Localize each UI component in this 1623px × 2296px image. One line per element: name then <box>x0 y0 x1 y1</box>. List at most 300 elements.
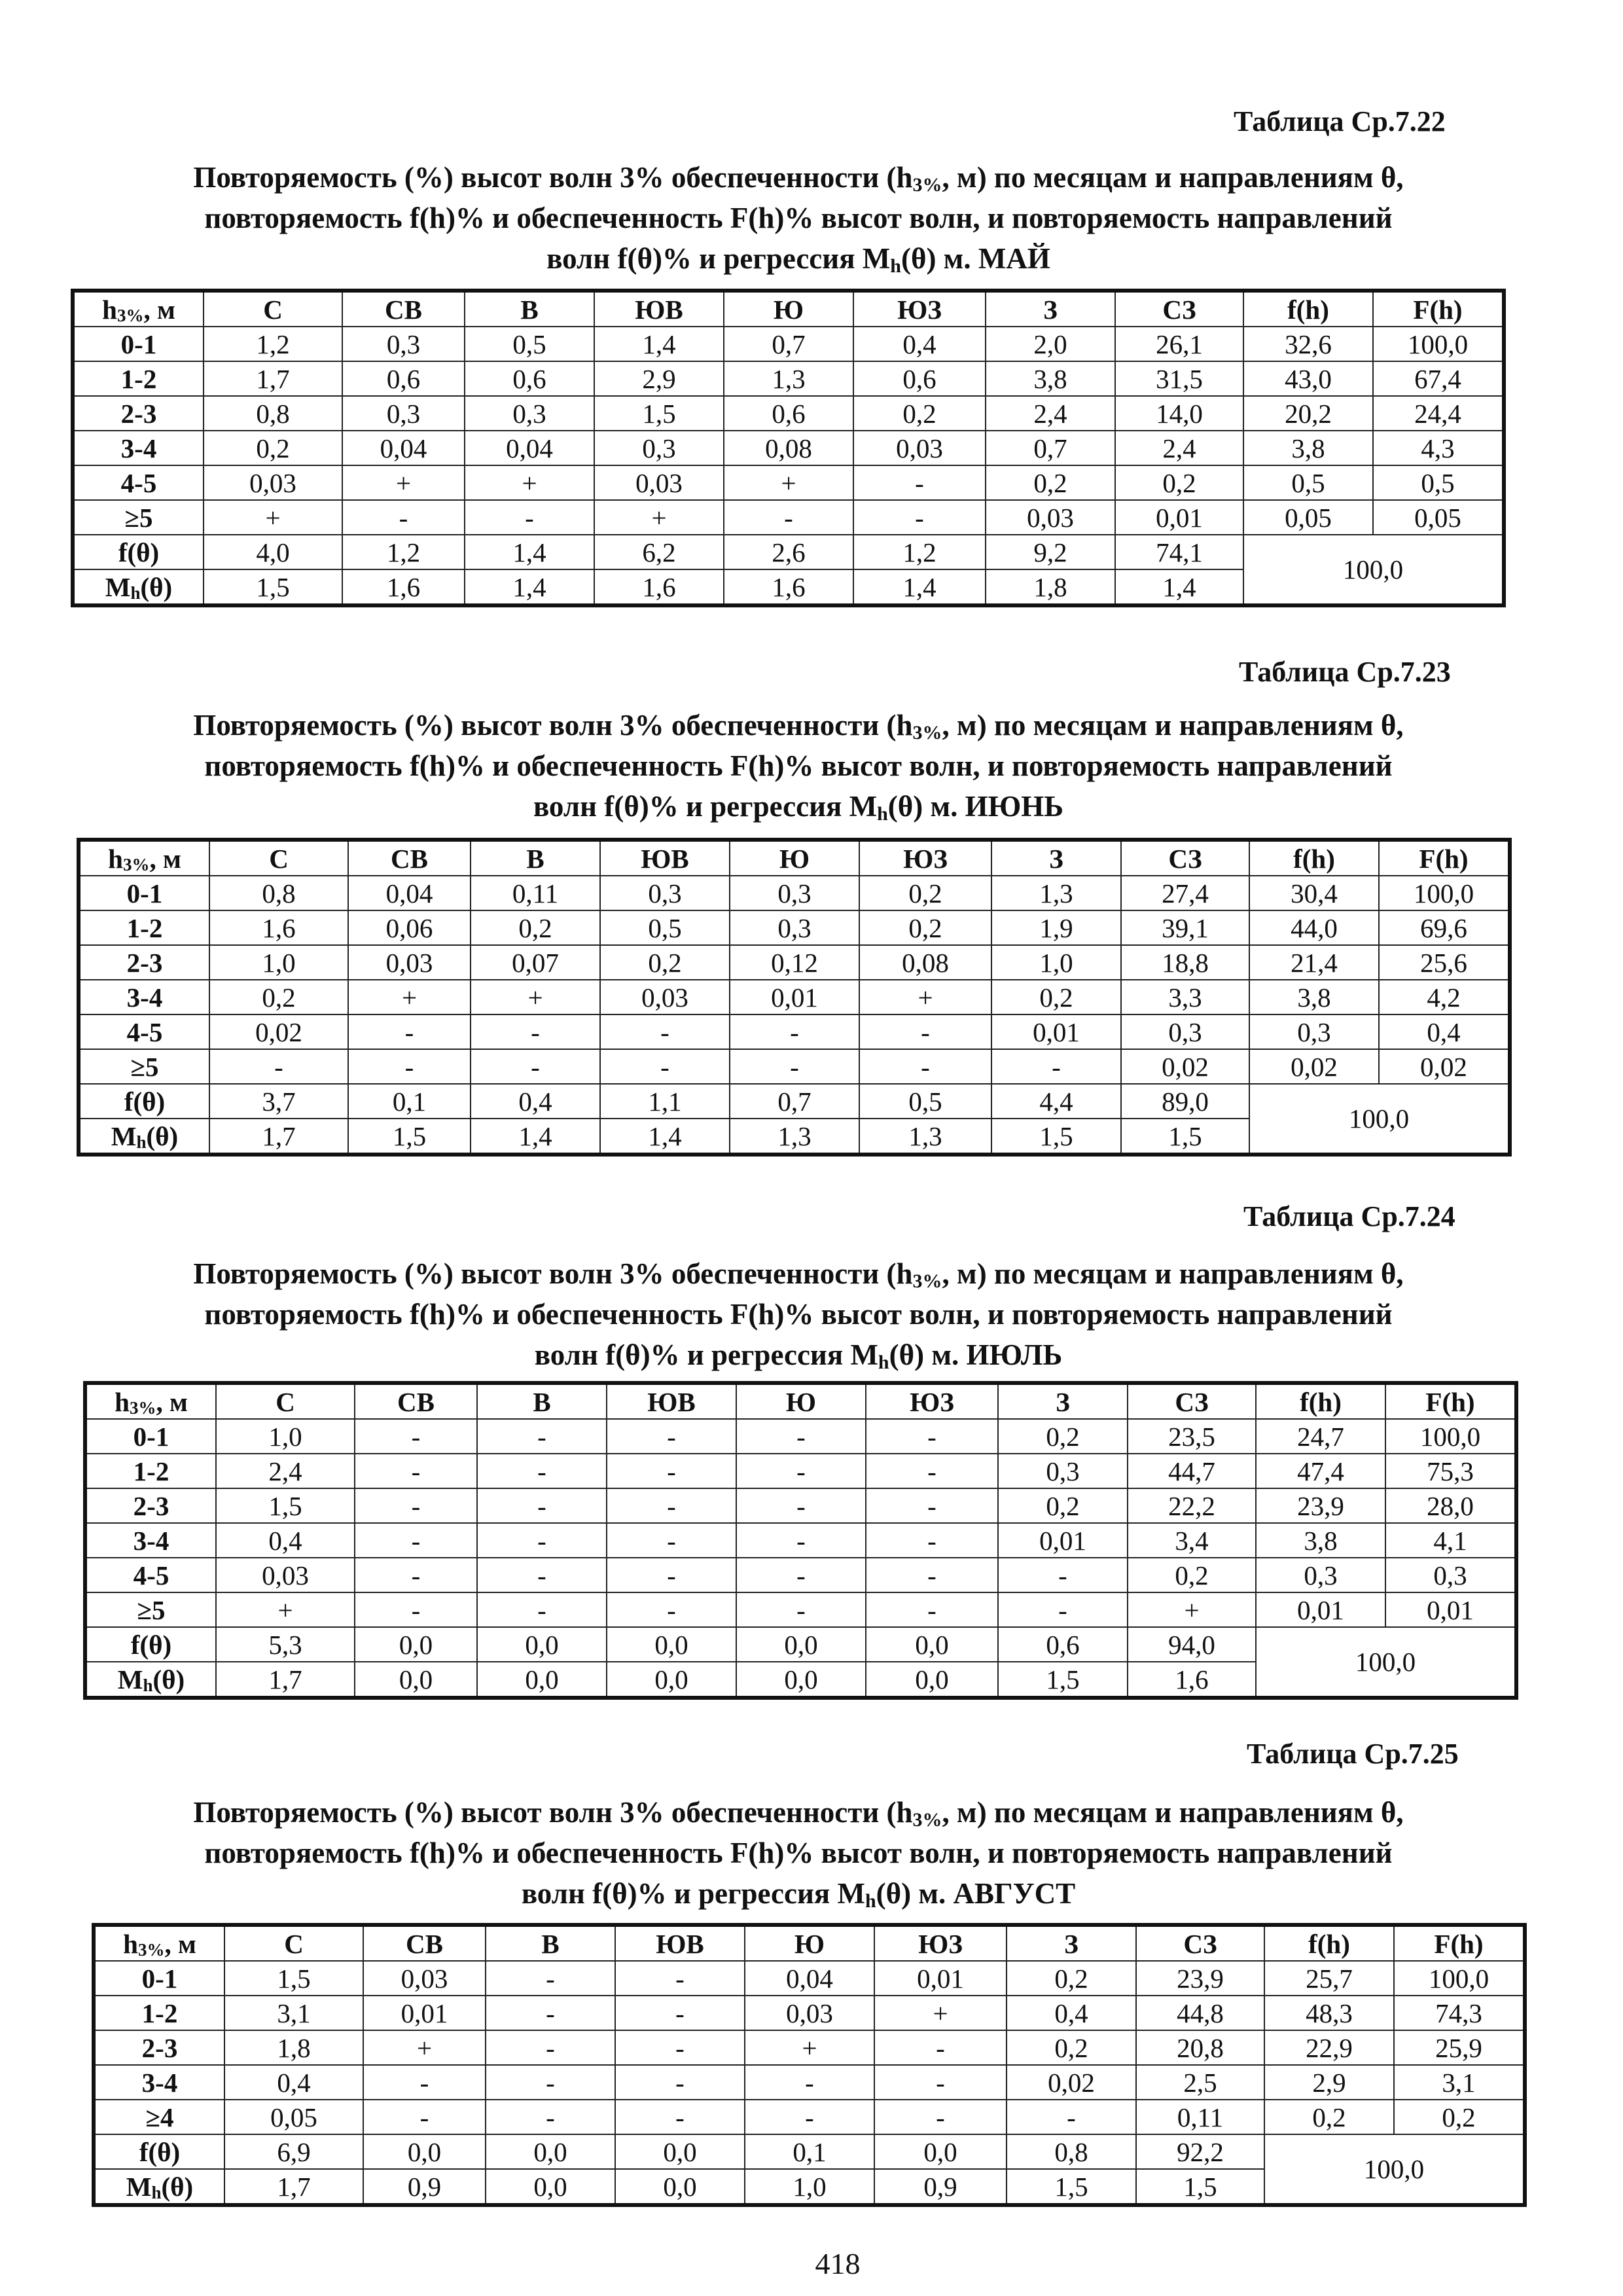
header-row <box>73 291 1504 327</box>
caption-line3: волн f(θ)% и регрессия $M_h(\theta)$ м. ИЮЛЬ <box>534 1338 1063 1373</box>
total-cell: 100,0 <box>1243 535 1504 605</box>
table-cell: 0,4 <box>1007 1996 1136 2030</box>
table-cell: - <box>998 1558 1128 1592</box>
header-direction: В <box>486 1925 615 1961</box>
table-cell: 0,4 <box>216 1523 355 1558</box>
ftheta-cell: 6,2 <box>594 535 724 569</box>
header-direction: С <box>204 291 342 327</box>
fh-cell: 3,8 <box>1256 1523 1385 1558</box>
header-row <box>85 1383 1516 1419</box>
table-cell: 0,6 <box>724 396 853 431</box>
header-fh: f(h) <box>1264 1925 1394 1961</box>
row-label-mh: $M_h(\theta)$ <box>73 569 204 605</box>
ftheta-cell: 0,0 <box>736 1627 866 1662</box>
table-cell: - <box>477 1592 607 1627</box>
table-cell: 1,3 <box>724 361 853 396</box>
table-cell: 2,4 <box>986 396 1115 431</box>
table-cell: - <box>730 1049 859 1084</box>
table-cell: 0,04 <box>745 1961 874 1996</box>
table-cell: 0,04 <box>348 876 471 910</box>
table-cell: - <box>724 500 853 535</box>
header-fh: f(h) <box>1256 1383 1385 1419</box>
row-label-ftheta: f(θ) <box>73 535 204 569</box>
row-label: 3-4 <box>73 431 204 465</box>
table-cell: 0,2 <box>991 980 1121 1014</box>
row-label: 2-3 <box>85 1488 216 1523</box>
table-row <box>79 980 1510 1014</box>
table-cell: 27,4 <box>1121 876 1249 910</box>
table-cell: - <box>355 1523 477 1558</box>
table-cell: 26,1 <box>1115 327 1243 361</box>
table-cell: 0,03 <box>594 465 724 500</box>
ftheta-cell: 0,1 <box>348 1084 471 1119</box>
header-direction: СВ <box>363 1925 486 1961</box>
ftheta-cell: 4,4 <box>991 1084 1121 1119</box>
table-row <box>73 500 1504 535</box>
row-label: 3-4 <box>85 1523 216 1558</box>
table-cell: - <box>866 1454 998 1488</box>
table-row <box>85 1488 1516 1523</box>
fh-cell: 3,8 <box>1249 980 1379 1014</box>
row-label: 3-4 <box>94 2065 224 2100</box>
table-cell: 0,3 <box>730 876 859 910</box>
table-cell: 44,7 <box>1128 1454 1256 1488</box>
header-direction: С <box>209 840 348 876</box>
mh-cell: 1,6 <box>1128 1662 1256 1698</box>
table-cell: 0,2 <box>471 910 600 945</box>
mh-cell: 1,3 <box>730 1119 859 1155</box>
row-label: 0-1 <box>79 876 209 910</box>
table-cell: 14,0 <box>1115 396 1243 431</box>
table-cell: 0,5 <box>600 910 730 945</box>
table-cell: - <box>866 1488 998 1523</box>
table-cell: 0,2 <box>1007 2030 1136 2065</box>
table-cell: - <box>615 2065 745 2100</box>
mh-cell: 1,6 <box>594 569 724 605</box>
table-cell: 0,02 <box>1007 2065 1136 2100</box>
caption-month: ИЮЛЬ <box>966 1338 1063 1371</box>
total-cell: 100,0 <box>1264 2134 1525 2205</box>
table-cell: + <box>874 1996 1007 2030</box>
ftheta-cell: 89,0 <box>1121 1084 1249 1119</box>
header-direction: СВ <box>348 840 471 876</box>
table-cell: - <box>736 1454 866 1488</box>
table-cell: - <box>342 500 465 535</box>
row-label: ≥5 <box>79 1049 209 1084</box>
table-cell: + <box>594 500 724 535</box>
caption-line2: повторяемость f(h)% и обеспеченность F(h)% высот волн, и повторяемость направлений <box>204 1298 1393 1331</box>
table-cell: - <box>866 1592 998 1627</box>
Fh-cell: 0,01 <box>1385 1592 1516 1627</box>
table-cell: 0,03 <box>348 945 471 980</box>
table-cell: - <box>607 1454 736 1488</box>
table-cell: 18,8 <box>1121 945 1249 980</box>
table-cell: 1,6 <box>209 910 348 945</box>
table-cell: 44,8 <box>1136 1996 1264 2030</box>
table-cell: 0,07 <box>471 945 600 980</box>
ftheta-cell: 0,4 <box>471 1084 600 1119</box>
Fh-cell: 74,3 <box>1394 1996 1525 2030</box>
fh-cell: 48,3 <box>1264 1996 1394 2030</box>
fh-cell: 22,9 <box>1264 2030 1394 2065</box>
row-label: 0-1 <box>85 1419 216 1454</box>
header-direction: СЗ <box>1136 1925 1264 1961</box>
table-cell: 0,2 <box>600 945 730 980</box>
table-number: Таблица Ср.7.24 <box>1243 1200 1455 1232</box>
mh-cell: 1,5 <box>1007 2169 1136 2205</box>
row-label: 2-3 <box>79 945 209 980</box>
table-cell: 31,5 <box>1115 361 1243 396</box>
total-cell: 100,0 <box>1256 1627 1516 1698</box>
table-cell: - <box>355 1419 477 1454</box>
table-cell: - <box>477 1558 607 1592</box>
table-row <box>73 465 1504 500</box>
header-h3: $h_{3\%}$, м <box>94 1925 224 1961</box>
ftheta-cell: 1,1 <box>600 1084 730 1119</box>
table-cell: 1,9 <box>991 910 1121 945</box>
fh-cell: 24,7 <box>1256 1419 1385 1454</box>
table-cell: - <box>874 2100 1007 2134</box>
table-cell: - <box>607 1523 736 1558</box>
Fh-cell: 4,2 <box>1379 980 1510 1014</box>
Fh-cell: 100,0 <box>1385 1419 1516 1454</box>
table-cell: 0,12 <box>730 945 859 980</box>
ftheta-cell: 92,2 <box>1136 2134 1264 2169</box>
mh-cell: 0,0 <box>607 1662 736 1698</box>
table-number: Таблица Ср.7.25 <box>1247 1738 1459 1770</box>
fh-cell: 44,0 <box>1249 910 1379 945</box>
table-cell: 0,03 <box>853 431 986 465</box>
table-cell: 0,2 <box>998 1419 1128 1454</box>
table-cell: + <box>348 980 471 1014</box>
ftheta-cell: 5,3 <box>216 1627 355 1662</box>
header-direction: З <box>986 291 1115 327</box>
table-cell: 0,03 <box>204 465 342 500</box>
row-label: 1-2 <box>79 910 209 945</box>
ftheta-cell: 0,0 <box>363 2134 486 2169</box>
table-cell: 22,2 <box>1128 1488 1256 1523</box>
table-cell: 0,3 <box>342 327 465 361</box>
fh-cell: 23,9 <box>1256 1488 1385 1523</box>
table-row <box>85 1419 1516 1454</box>
row-label: 1-2 <box>94 1996 224 2030</box>
table-cell: - <box>859 1014 991 1049</box>
table-cell: 1,5 <box>594 396 724 431</box>
table-cell: 0,4 <box>224 2065 363 2100</box>
caption-line2: повторяемость f(h)% и обеспеченность F(h)% высот волн, и повторяемость направлений <box>204 202 1393 234</box>
header-direction: С <box>224 1925 363 1961</box>
header-direction: С <box>216 1383 355 1419</box>
mh-cell: 1,6 <box>724 569 853 605</box>
row-label: 0-1 <box>73 327 204 361</box>
ftheta-cell: 0,5 <box>859 1084 991 1119</box>
table-cell: - <box>1007 2100 1136 2134</box>
fh-cell: 21,4 <box>1249 945 1379 980</box>
table-cell: - <box>991 1049 1121 1084</box>
header-row <box>79 840 1510 876</box>
table-cell: 0,2 <box>1007 1961 1136 1996</box>
table-cell: 0,2 <box>853 396 986 431</box>
mh-cell: 1,5 <box>998 1662 1128 1698</box>
table-row <box>73 431 1504 465</box>
table-cell: 0,2 <box>1115 465 1243 500</box>
caption-line2: повторяемость f(h)% и обеспеченность F(h)% высот волн, и повторяемость направлений <box>204 749 1393 782</box>
mh-cell: 1,0 <box>745 2169 874 2205</box>
wave-height-table <box>83 1381 1518 1700</box>
table-cell: 3,3 <box>1121 980 1249 1014</box>
fh-cell: 0,3 <box>1256 1558 1385 1592</box>
header-direction: Ю <box>730 840 859 876</box>
row-label: 2-3 <box>73 396 204 431</box>
table-row <box>79 910 1510 945</box>
header-direction: Ю <box>736 1383 866 1419</box>
caption-line1: Повторяемость (%) высот волн 3% обеспеченности ($h_{3\%}$, м) по месяцам и направлениям θ, <box>193 1796 1404 1831</box>
row-label: 0-1 <box>94 1961 224 1996</box>
table-cell: 0,01 <box>874 1961 1007 1996</box>
mh-cell: 0,0 <box>486 2169 615 2205</box>
wave-height-table <box>92 1923 1527 2207</box>
table-cell: + <box>1128 1592 1256 1627</box>
ftheta-cell: 94,0 <box>1128 1627 1256 1662</box>
ftheta-cell: 4,0 <box>204 535 342 569</box>
Fh-cell: 4,1 <box>1385 1523 1516 1558</box>
mh-cell: 1,5 <box>1136 2169 1264 2205</box>
header-h3: $h_{3\%}$, м <box>85 1383 216 1419</box>
mh-cell: 1,7 <box>209 1119 348 1155</box>
row-label: 3-4 <box>79 980 209 1014</box>
header-direction: ЮВ <box>594 291 724 327</box>
table-cell: - <box>853 500 986 535</box>
header-direction: ЮЗ <box>866 1383 998 1419</box>
header-Fh: F(h) <box>1385 1383 1516 1419</box>
table-cell: 0,6 <box>853 361 986 396</box>
table-cell: - <box>471 1049 600 1084</box>
fh-cell: 25,7 <box>1264 1961 1394 1996</box>
wave-height-table <box>71 289 1506 607</box>
fh-cell: 2,9 <box>1264 2065 1394 2100</box>
table-cell: 1,4 <box>594 327 724 361</box>
table-row <box>94 2065 1525 2100</box>
table-cell: 0,3 <box>342 396 465 431</box>
table-cell: 1,5 <box>216 1488 355 1523</box>
header-direction: ЮЗ <box>874 1925 1007 1961</box>
table-cell: 0,02 <box>1121 1049 1249 1084</box>
caption-line1: Повторяемость (%) высот волн 3% обеспеченности ($h_{3\%}$, м) по месяцам и направлениям θ, <box>193 161 1404 196</box>
header-direction: СЗ <box>1121 840 1249 876</box>
table-row <box>73 327 1504 361</box>
table-cell: - <box>866 1523 998 1558</box>
header-direction: ЮВ <box>600 840 730 876</box>
table-cell: - <box>363 2065 486 2100</box>
table-cell: - <box>615 1996 745 2030</box>
table-cell: - <box>471 1014 600 1049</box>
table-cell: + <box>204 500 342 535</box>
table-cell: - <box>477 1488 607 1523</box>
table-cell: 39,1 <box>1121 910 1249 945</box>
Fh-cell: 25,6 <box>1379 945 1510 980</box>
header-direction: ЮВ <box>607 1383 736 1419</box>
table-cell: 0,3 <box>1121 1014 1249 1049</box>
header-direction: Ю <box>724 291 853 327</box>
table-cell: - <box>607 1592 736 1627</box>
table-cell: - <box>736 1488 866 1523</box>
table-cell: - <box>348 1049 471 1084</box>
ftheta-cell: 0,7 <box>730 1084 859 1119</box>
table-cell: - <box>355 1488 477 1523</box>
table-cell: - <box>486 2100 615 2134</box>
wave-height-table <box>77 838 1512 1157</box>
header-direction: СЗ <box>1128 1383 1256 1419</box>
table-cell: 23,9 <box>1136 1961 1264 1996</box>
mh-cell: 1,3 <box>859 1119 991 1155</box>
fh-cell: 47,4 <box>1256 1454 1385 1488</box>
row-label-ftheta: f(θ) <box>79 1084 209 1119</box>
table-cell: - <box>486 2065 615 2100</box>
table-cell: + <box>724 465 853 500</box>
Fh-cell: 75,3 <box>1385 1454 1516 1488</box>
ftheta-cell: 0,0 <box>866 1627 998 1662</box>
table-cell: 0,8 <box>209 876 348 910</box>
ftheta-cell: 0,0 <box>477 1627 607 1662</box>
ftheta-cell: 0,0 <box>874 2134 1007 2169</box>
table-cell: - <box>607 1419 736 1454</box>
table-cell: 1,0 <box>216 1419 355 1454</box>
table-cell: 0,2 <box>1128 1558 1256 1592</box>
fh-cell: 30,4 <box>1249 876 1379 910</box>
row-label: 4-5 <box>73 465 204 500</box>
table-cell: - <box>607 1488 736 1523</box>
total-cell: 100,0 <box>1249 1084 1510 1155</box>
row-label-mh: $M_h(\theta)$ <box>94 2169 224 2205</box>
table-cell: 0,03 <box>600 980 730 1014</box>
table-cell: 1,0 <box>991 945 1121 980</box>
header-direction: ЮВ <box>615 1925 745 1961</box>
table-cell: - <box>477 1454 607 1488</box>
row-label: 2-3 <box>94 2030 224 2065</box>
table-cell: - <box>486 1961 615 1996</box>
ftheta-cell: 1,4 <box>465 535 594 569</box>
table-cell: - <box>477 1523 607 1558</box>
table-cell: 0,11 <box>1136 2100 1264 2134</box>
table-cell: + <box>465 465 594 500</box>
table-cell: 0,04 <box>465 431 594 465</box>
row-label: 4-5 <box>85 1558 216 1592</box>
mh-cell: 0,0 <box>736 1662 866 1698</box>
table-caption <box>92 1253 1505 1375</box>
fh-cell: 43,0 <box>1243 361 1373 396</box>
table-cell: 0,03 <box>363 1961 486 1996</box>
row-label: 4-5 <box>79 1014 209 1049</box>
table-cell: 0,2 <box>986 465 1115 500</box>
table-cell: 0,2 <box>998 1488 1128 1523</box>
ftheta-cell: 2,6 <box>724 535 853 569</box>
Fh-cell: 24,4 <box>1373 396 1504 431</box>
table-cell: - <box>486 1996 615 2030</box>
table-cell: - <box>465 500 594 535</box>
ftheta-cell: 0,0 <box>486 2134 615 2169</box>
header-fh: f(h) <box>1249 840 1379 876</box>
mh-cell: 0,9 <box>363 2169 486 2205</box>
header-fh: f(h) <box>1243 291 1373 327</box>
table-cell: - <box>486 2030 615 2065</box>
table-cell: 0,01 <box>998 1523 1128 1558</box>
header-direction: ЮЗ <box>853 291 986 327</box>
table-cell: 2,4 <box>216 1454 355 1488</box>
header-direction: В <box>465 291 594 327</box>
header-direction: СВ <box>355 1383 477 1419</box>
mh-cell: 0,0 <box>866 1662 998 1698</box>
table-cell: 0,03 <box>216 1558 355 1592</box>
table-row <box>79 945 1510 980</box>
table-cell: - <box>866 1419 998 1454</box>
ftheta-cell: 9,2 <box>986 535 1115 569</box>
table-cell: 0,11 <box>471 876 600 910</box>
row-label-mh: $M_h(\theta)$ <box>85 1662 216 1698</box>
Fh-cell: 100,0 <box>1373 327 1504 361</box>
fh-cell: 3,8 <box>1243 431 1373 465</box>
caption-month: ИЮНЬ <box>965 790 1064 823</box>
fh-cell: 0,02 <box>1249 1049 1379 1084</box>
table-row <box>79 1049 1510 1084</box>
ftheta-cell: 0,6 <box>998 1627 1128 1662</box>
header-h3: $h_{3\%}$, м <box>79 840 209 876</box>
table-cell: - <box>736 1592 866 1627</box>
mh-cell: 1,5 <box>991 1119 1121 1155</box>
table-row <box>85 1523 1516 1558</box>
ftheta-cell: 3,7 <box>209 1084 348 1119</box>
table-cell: 0,3 <box>594 431 724 465</box>
Fh-cell: 67,4 <box>1373 361 1504 396</box>
caption-line3: волн f(θ)% и регрессия $M_h(\theta)$ м. МАЙ <box>546 242 1050 277</box>
ftheta-cell: 1,2 <box>853 535 986 569</box>
ftheta-cell: 0,0 <box>615 2134 745 2169</box>
table-cell: 3,4 <box>1128 1523 1256 1558</box>
table-cell: - <box>736 1523 866 1558</box>
table-cell: 0,6 <box>465 361 594 396</box>
table-cell: 0,7 <box>724 327 853 361</box>
table-cell: - <box>853 465 986 500</box>
table-cell: - <box>355 1454 477 1488</box>
table-row <box>94 1996 1525 2030</box>
Fh-cell: 25,9 <box>1394 2030 1525 2065</box>
table-cell: - <box>607 1558 736 1592</box>
table-cell: 0,7 <box>986 431 1115 465</box>
header-direction: Ю <box>745 1925 874 1961</box>
table-cell: 2,0 <box>986 327 1115 361</box>
table-row <box>73 396 1504 431</box>
mh-cell: 0,0 <box>615 2169 745 2205</box>
header-direction: З <box>998 1383 1128 1419</box>
ftheta-row <box>85 1627 1516 1662</box>
table-row <box>85 1592 1516 1627</box>
table-cell: - <box>355 1558 477 1592</box>
table-cell: - <box>998 1592 1128 1627</box>
table-cell: 0,3 <box>998 1454 1128 1488</box>
table-cell: 20,8 <box>1136 2030 1264 2065</box>
header-direction: СЗ <box>1115 291 1243 327</box>
header-direction: З <box>991 840 1121 876</box>
caption-line1: Повторяемость (%) высот волн 3% обеспеченности ($h_{3\%}$, м) по месяцам и направлениям θ, <box>193 1257 1404 1292</box>
Fh-cell: 69,6 <box>1379 910 1510 945</box>
mh-cell: 1,7 <box>224 2169 363 2205</box>
table-cell: - <box>600 1049 730 1084</box>
table-number: Таблица Ср.7.22 <box>1234 105 1446 137</box>
table-cell: + <box>216 1592 355 1627</box>
table-cell: 1,3 <box>991 876 1121 910</box>
table-cell: 0,01 <box>730 980 859 1014</box>
table-cell: 0,03 <box>986 500 1115 535</box>
caption-line3: волн f(θ)% и регрессия $M_h(\theta)$ м. ИЮНЬ <box>533 790 1064 825</box>
